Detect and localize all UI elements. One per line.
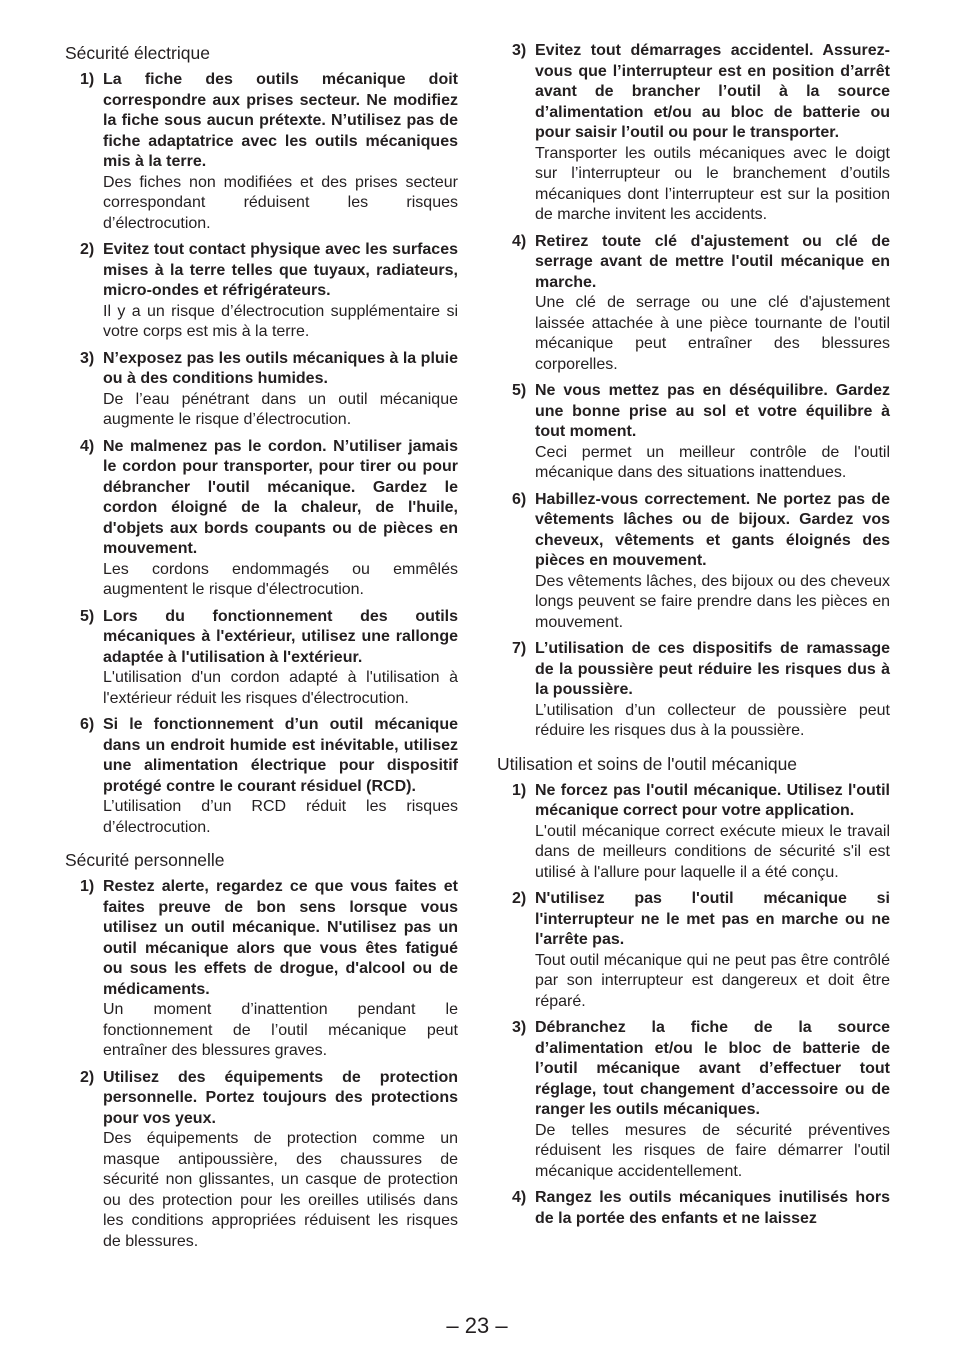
item-instruction: Débranchez la fiche de la source d’alimentation et/ou le bloc de batterie de l’outil mécanique avant d’effectuer tout réglage, tout changement d’accessoire ou de ranger les outils mécaniques.	[535, 1019, 890, 1118]
item-instruction: Evitez tout contact physique avec les surfaces mises à la terre telles que tuyaux, radiateurs, micro-ondes et réfrigérateurs.	[103, 241, 458, 299]
item-instruction: Ne malmenez pas le cordon. N’utiliser jamais le cordon pour transporter, pour tirer ou pour débrancher l'outil mécanique. Gardez le cordon éloigné de la chaleur, de l'huile, d'objets aux bords coupants ou de pièces en mouvement.	[103, 437, 458, 557]
item-explanation: Transporter les outils mécaniques avec le doigt sur l’interrupteur ou le branchement d’outils mécaniques dont l’interrupteur est sur la position de marche invitent les accidents.	[535, 144, 890, 223]
section-securite-personnelle	[65, 848, 458, 1252]
item-explanation: Un moment d’inattention pendant le fonctionnement de l’outil mécanique peut entraîner des blessures graves.	[103, 1001, 458, 1059]
item-explanation: Des vêtements lâches, des bijoux ou des cheveux longs peuvent se faire prendre dans les pièces en mouvement.	[535, 572, 890, 631]
item-explanation: Tout outil mécanique qui ne peut pas être contrôlé par son interrupteur est dangereux et doit être réparé.	[535, 951, 890, 1010]
item-number: 1)	[80, 878, 95, 895]
item-number: 6)	[80, 716, 95, 733]
item-explanation: L’utilisation d’un collecteur de poussière peut réduire les risques dus à la poussière.	[535, 701, 890, 739]
left-column	[65, 41, 458, 1258]
item-list	[65, 70, 458, 838]
item-number: 7)	[512, 640, 527, 657]
item-number: 2)	[80, 1068, 95, 1086]
list-item	[65, 70, 458, 234]
item-instruction: La fiche des outils mécanique doit correspondre aux prises secteur. Ne modifiez la fiche sous aucun prétexte. N’utilisez pas de fiche adaptatrice avec les outils mécaniques mis à la terre.	[103, 71, 458, 170]
item-instruction: Rangez les outils mécaniques inutilisés hors de la portée des enfants et ne laissez	[535, 1189, 890, 1227]
item-number: 4)	[512, 1189, 527, 1206]
item-explanation: De telles mesures de sécurité préventives réduisent les risques de faire démarrer l'outil mécanique accidentellement.	[535, 1121, 890, 1180]
item-instruction: L’utilisation de ces dispositifs de ramassage de la poussière peut réduire les risques dus à la poussière.	[535, 640, 890, 698]
list-item	[65, 1068, 458, 1253]
item-instruction: Lors du fonctionnement des outils mécaniques à l'extérieur, utilisez une rallonge adaptée à l'utilisation à l'extérieur.	[103, 607, 458, 666]
list-item	[65, 715, 458, 838]
item-explanation: Il y a un risque d’électrocution supplémentaire si votre corps est mis à la terre.	[103, 302, 458, 340]
item-number: 4)	[80, 437, 95, 455]
item-number: 2)	[512, 890, 527, 907]
list-item	[497, 490, 890, 634]
list-item	[65, 349, 458, 431]
item-explanation: Des fiches non modifiées et des prises secteur correspondant réduisent les risques d’électrocution.	[103, 173, 458, 232]
item-explanation: L'utilisation d'un cordon adapté à l'utilisation à l'extérieur réduit les risques d'électrocution.	[103, 669, 458, 707]
item-instruction: Si le fonctionnement d’un outil mécanique dans un endroit humide est inévitable, utilisez une alimentation électrique pour dispositif protégé contre le courant résiduel (RCD).	[103, 716, 458, 795]
item-instruction: N’exposez pas les outils mécaniques à la pluie ou à des conditions humides.	[103, 349, 458, 387]
item-explanation: Des équipements de protection comme un masque antipoussière, des chaussures de sécurité non glissantes, un casque de protection ou des protection pour les oreilles utilisés dans les conditions appropriées réduisent les risques de blessures.	[103, 1130, 458, 1250]
item-explanation: L’utilisation d’un RCD réduit les risques d’électrocution.	[103, 798, 458, 836]
item-explanation: Une clé de serrage ou une clé d'ajustement laissée attachée à une pièce tournante de l'outil mécanique peut entraîner des blessures corporelles.	[535, 294, 890, 373]
item-number: 5)	[512, 382, 527, 399]
list-item	[65, 607, 458, 710]
list-item	[497, 381, 890, 484]
list-item	[497, 639, 890, 742]
item-instruction: Evitez tout démarrages accidentel. Assurez-vous que l’interrupteur est en position d’arrêt avant de brancher l’outil à la source d’alimentation et/ou au bloc de batterie ou pour saisir l’outil ou pour le transporter.	[535, 42, 890, 141]
item-number: 1)	[80, 71, 95, 88]
item-instruction: Restez alerte, regardez ce que vous faites et faites preuve de bon sens lorsque vous utilisez un outil mécanique. N'utilisez pas un outil mécanique alors que vous êtes fatigué ou sous les effets de drogue, d'alcool ou de médicaments.	[103, 878, 458, 998]
item-explanation: De l’eau pénétrant dans un outil mécanique augmente le risque d’électrocution.	[103, 390, 458, 428]
item-number: 2)	[80, 241, 95, 258]
item-list	[65, 877, 458, 1252]
list-item	[497, 232, 890, 376]
item-list	[497, 781, 890, 1230]
list-item	[497, 1188, 890, 1229]
list-item	[497, 1018, 890, 1182]
item-explanation: L'outil mécanique correct exécute mieux le travail dans de meilleurs conditions de sécurité s'il est utilisé à l'allure pour laquelle il a été conçu.	[535, 822, 890, 881]
section-title: Utilisation et soins de l'outil mécanique	[497, 753, 798, 774]
item-number: 4)	[512, 232, 527, 250]
item-number: 5)	[80, 607, 95, 625]
item-number: 3)	[512, 42, 527, 59]
item-instruction: Habillez-vous correctement. Ne portez pas de vêtements lâches ou de bijoux. Gardez vos cheveux, vêtements et gants éloignés des pièces en mouvement.	[535, 490, 890, 569]
item-instruction: Utilisez des équipements de protection personnelle. Portez toujours des protections pour vos yeux.	[103, 1068, 458, 1127]
item-explanation: Les cordons endommagés ou emmêlés augmentent le risque d'électrocution.	[103, 560, 458, 598]
item-instruction: Retirez toute clé d'ajustement ou clé de serrage avant de mettre l'outil mécanique en marche.	[535, 232, 890, 291]
list-item	[65, 240, 458, 343]
item-instruction: N'utilisez pas l'outil mécanique si l'interrupteur ne le met pas en marche ou ne l'arrête pas.	[535, 890, 890, 948]
page-number: – 23 –	[446, 1313, 508, 1338]
section-securite-electrique	[65, 41, 458, 838]
section-utilisation-soins	[497, 752, 890, 1230]
item-number: 6)	[512, 490, 527, 508]
item-instruction: Ne forcez pas l'outil mécanique. Utilisez l'outil mécanique correct pour votre application.	[535, 781, 890, 819]
list-item	[497, 41, 890, 226]
item-explanation: Ceci permet un meilleur contrôle de l'outil mécanique dans des situations inattendues.	[535, 443, 890, 481]
item-number: 3)	[512, 1019, 527, 1036]
list-item	[497, 781, 890, 884]
list-item	[65, 437, 458, 601]
item-number: 3)	[80, 349, 95, 367]
list-item	[65, 877, 458, 1062]
section-title: Sécurité électrique	[65, 43, 210, 63]
list-item	[497, 889, 890, 1012]
item-list-continued	[497, 41, 890, 742]
section-title: Sécurité personnelle	[65, 850, 225, 870]
item-instruction: Ne vous mettez pas en déséquilibre. Gardez une bonne prise au sol et votre équilibre à tout moment.	[535, 382, 890, 440]
right-column	[497, 41, 890, 1235]
item-number: 1)	[512, 781, 527, 799]
